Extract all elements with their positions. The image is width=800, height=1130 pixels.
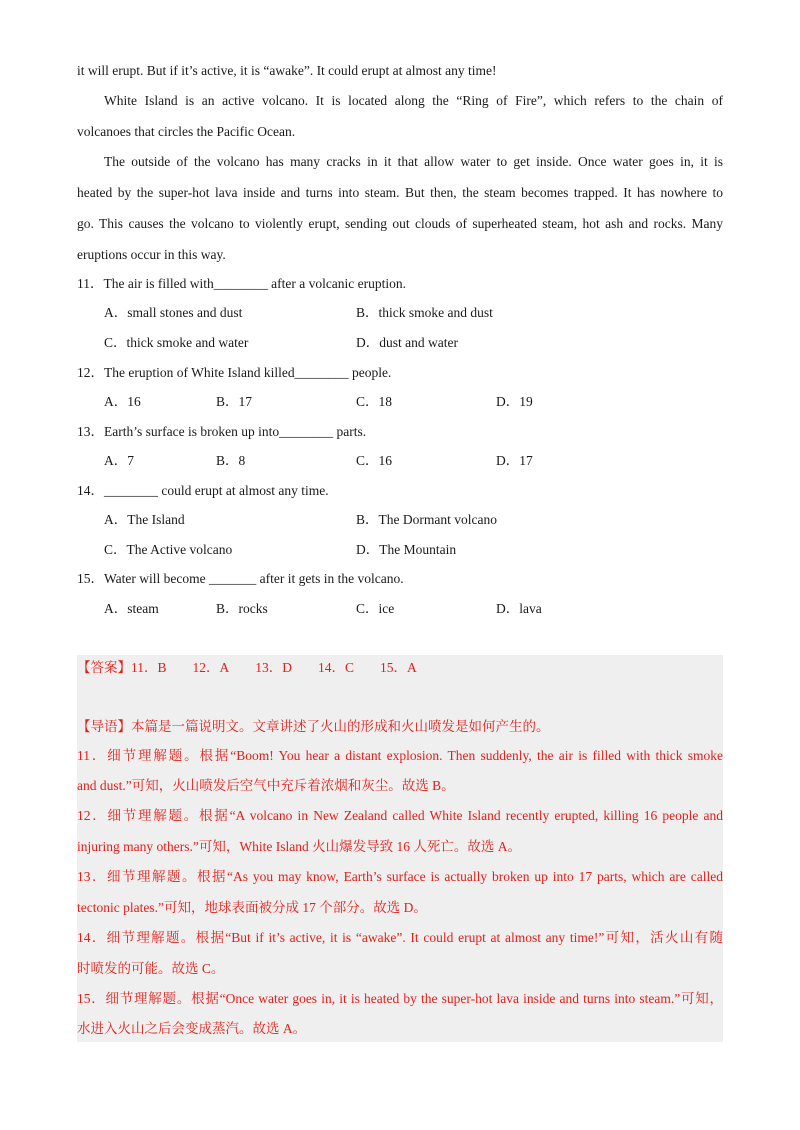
question-option: B．thick smoke and dust	[356, 305, 493, 320]
question-option: A．steam	[104, 601, 159, 616]
explanation-line: and dust.”可知，火山喷发后空气中充斥着浓烟和灰尘。故选 B。	[77, 778, 455, 793]
question-option: D．The Mountain	[356, 542, 457, 557]
question-option: A．7	[104, 453, 134, 468]
answer-label: 【答案】	[77, 660, 131, 675]
question-option: D．19	[496, 394, 533, 409]
question-option: B．The Dormant volcano	[356, 512, 497, 527]
question-option: D．dust and water	[356, 335, 458, 350]
explanation-line: 14．细节理解题。根据“But if it’s active, it is “awake”. It could erupt at almost any time!”可知，活火山有随	[77, 930, 723, 945]
passage-line: go. This causes the volcano to violently erupt, sending out clouds of superheated steam, hot ash and rocks. Many	[77, 216, 723, 231]
passage-line: it will erupt. But if it’s active, it is “awake”. It could erupt at almost any time!	[77, 63, 497, 78]
question-stem: 15．Water will become _______ after it gets in the volcano.	[77, 571, 404, 586]
explanation-line: 15．细节理解题。根据“Once water goes in, it is heated by the super-hot lava inside and turns into steam.”可知，	[77, 991, 723, 1006]
question-option: B．17	[216, 394, 253, 409]
question-option: D．17	[496, 453, 533, 468]
question-stem: 13．Earth’s surface is broken up into________ parts.	[77, 424, 367, 439]
question-option: C．thick smoke and water	[104, 335, 249, 350]
question-option: C．The Active volcano	[104, 542, 233, 557]
question-option: C．18	[356, 394, 393, 409]
explanation-line: injuring many others.”可知，White Island 火山爆发导致 16 人死亡。故选 A。	[77, 839, 521, 854]
question-option: A．The Island	[104, 512, 185, 527]
passage-line: eruptions occur in this way.	[77, 247, 226, 262]
question-option: C．16	[356, 453, 393, 468]
question-option: B．rocks	[216, 601, 268, 616]
guide-text: 【导语】本篇是一篇说明文。文章讲述了火山的形成和火山喷发是如何产生的。	[77, 719, 550, 734]
question-option: D．lava	[496, 601, 542, 616]
explanation-line: 时喷发的可能。故选 C。	[77, 961, 225, 976]
question-stem: 11．The air is filled with________ after a volcanic eruption.	[77, 276, 407, 291]
answer-key-line	[77, 658, 417, 678]
question-stem: 12．The eruption of White Island killed________ people.	[77, 365, 392, 380]
answer-item: 13．D	[255, 660, 293, 675]
explanation-line: tectonic plates.”可知，地球表面被分成 17 个部分。故选 D。	[77, 900, 427, 915]
passage-line: White Island is an active volcano. It is located along the “Ring of Fire”, which refers to the chain of	[104, 93, 723, 108]
answer-item: 14．C	[318, 660, 355, 675]
question-option: A．small stones and dust	[104, 305, 243, 320]
question-option: B．8	[216, 453, 246, 468]
passage-line: The outside of the volcano has many cracks in it that allow water to get inside. Once water goes in, it is	[104, 154, 723, 169]
answer-item: 12．A	[192, 660, 230, 675]
explanation-line: 水进入火山之后会变成蒸汽。故选 A。	[77, 1021, 307, 1036]
question-stem: 14．________ could erupt at almost any time.	[77, 483, 329, 498]
question-option: A．16	[104, 394, 141, 409]
passage-line: heated by the super-hot lava inside and turns into steam. But then, the steam becomes trapped. It has nowhere to	[77, 185, 723, 200]
question-option: C．ice	[356, 601, 395, 616]
answer-item: 11．B	[131, 660, 167, 675]
passage-line: volcanoes that circles the Pacific Ocean.	[77, 124, 296, 139]
explanation-line: 13．细节理解题。根据“As you may know, Earth’s surface is actually broken up into 17 parts, which are called	[77, 869, 723, 884]
explanation-line: 12．细节理解题。根据“A volcano in New Zealand called White Island recently erupted, killing 16 people and	[77, 808, 723, 823]
answer-item: 15．A	[380, 660, 417, 675]
explanation-line: 11．细节理解题。根据“Boom! You hear a distant explosion. Then suddenly, the air is filled with thick smoke	[77, 748, 723, 763]
